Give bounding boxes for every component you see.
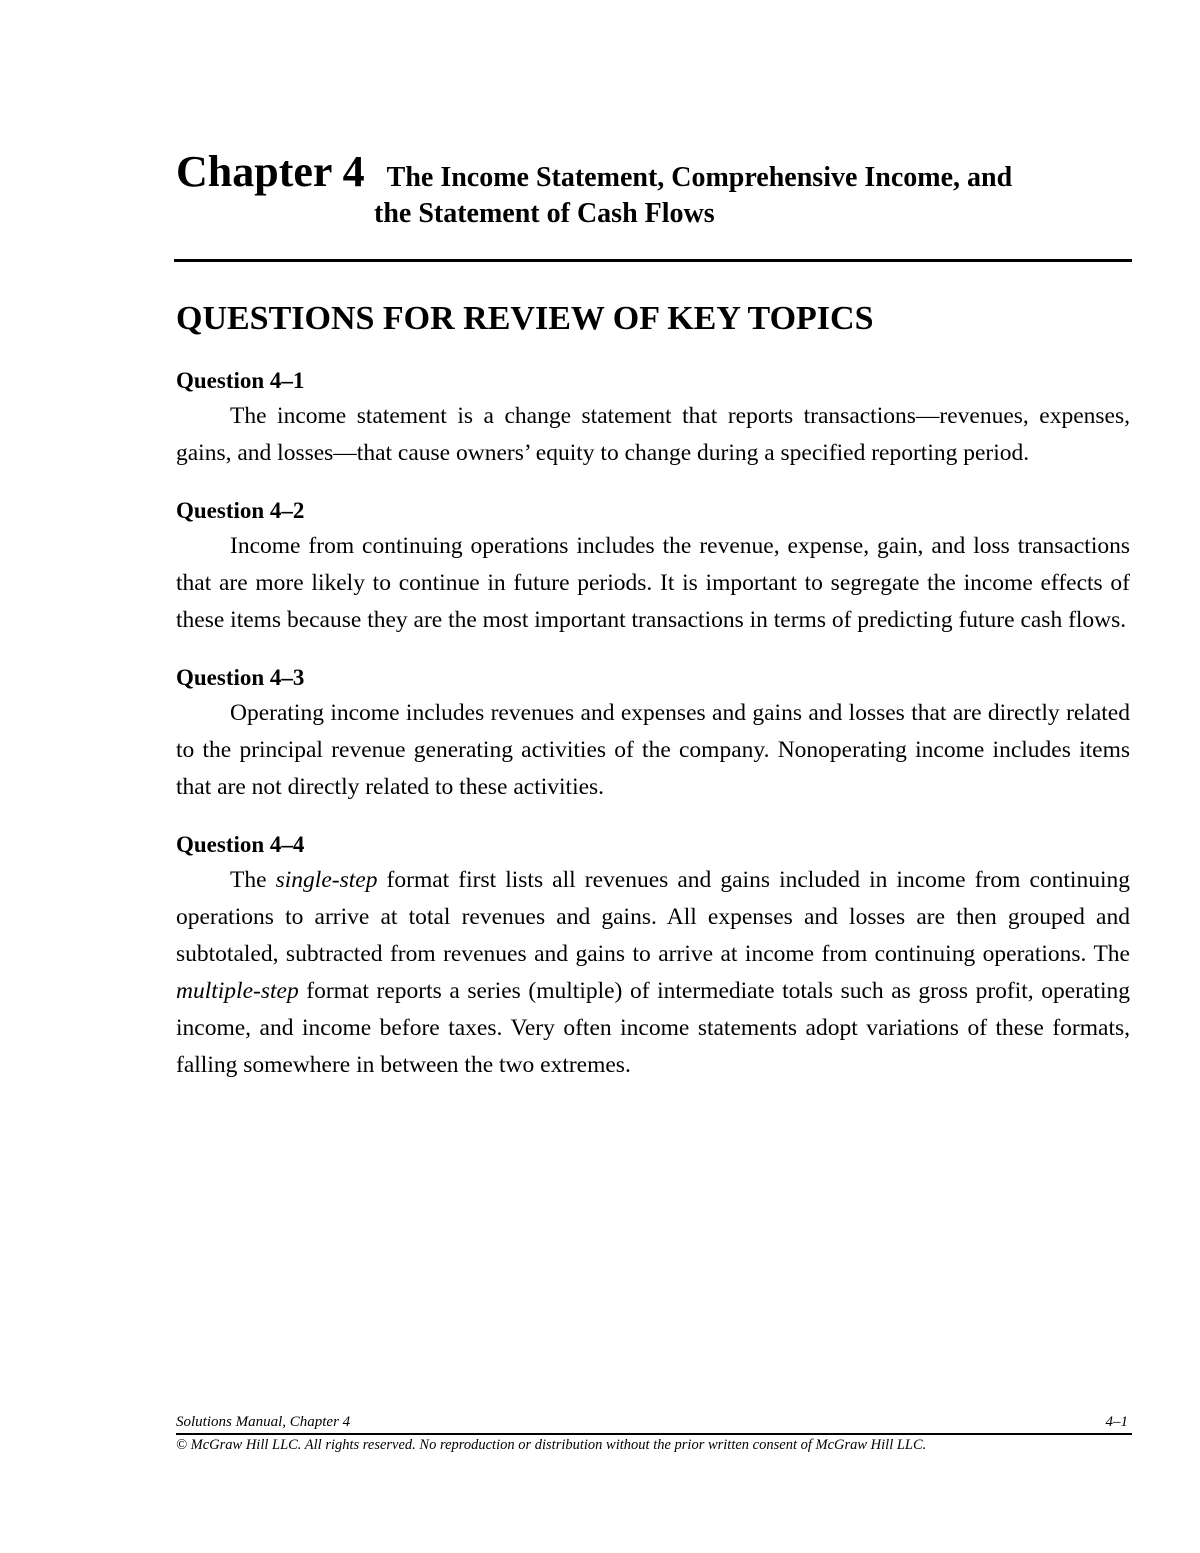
questions-list: [176, 366, 1130, 1108]
footer-rule: [176, 1433, 1132, 1435]
question-body: [176, 862, 1130, 1084]
chapter-header: [176, 146, 1136, 229]
page-footer: [176, 1414, 1132, 1454]
question-body-text: The: [230, 867, 276, 893]
question-item: [176, 663, 1130, 806]
question-item: [176, 496, 1130, 639]
page-number: 4–1: [1105, 1414, 1128, 1430]
question-body-text: format reports a series (multiple) of intermediate totals such as gross profit, operating income, and income before taxes. Very often income statements adopt variations of these formats, falling somewhere in between the two extremes.: [176, 978, 1130, 1078]
chapter-title-line2: the Statement of Cash Flows: [374, 198, 715, 229]
question-body: Income from continuing operations includes the revenue, expense, gain, and loss transactions that are more likely to continue in future periods. It is important to segregate the income effects of these items because they are the most important transactions in terms of predicting future cash flows.: [176, 533, 1130, 633]
question-body: The income statement is a change statement that reports transactions—revenues, expenses, gains, and losses—that cause owners’ equity to change during a specified reporting period.: [176, 403, 1130, 466]
question-label: Question 4–3: [176, 665, 305, 690]
question-label: Question 4–1: [176, 368, 305, 393]
footer-source: Solutions Manual, Chapter 4: [176, 1414, 351, 1430]
question-item: [176, 366, 1130, 472]
chapter-title-line1: The Income Statement, Comprehensive Income, and: [386, 162, 1013, 193]
question-item: [176, 830, 1130, 1084]
question-body-text: format first lists all revenues and gains included in income from continuing operations to arrive at total revenues and gains. All expenses and losses are then grouped and subtotaled, subtracted from revenues and gains to arrive at income from continuing operations. The: [176, 867, 1130, 967]
section-title: QUESTIONS FOR REVIEW OF KEY TOPICS: [176, 300, 874, 337]
multiple-step-term: multiple-step: [176, 978, 299, 1004]
chapter-label: Chapter 4: [176, 147, 365, 196]
question-body: Operating income includes revenues and expenses and gains and losses that are directly related to the principal revenue generating activities of the company. Nonoperating income includes items that are not directly related to these activities.: [176, 700, 1130, 800]
question-label: Question 4–2: [176, 498, 305, 523]
question-label: Question 4–4: [176, 832, 305, 857]
copyright-notice: © McGraw Hill LLC. All rights reserved. No reproduction or distribution without the prior written consent of McGraw Hill LLC.: [176, 1436, 927, 1453]
single-step-term: single-step: [275, 867, 378, 893]
header-rule: [174, 259, 1132, 262]
